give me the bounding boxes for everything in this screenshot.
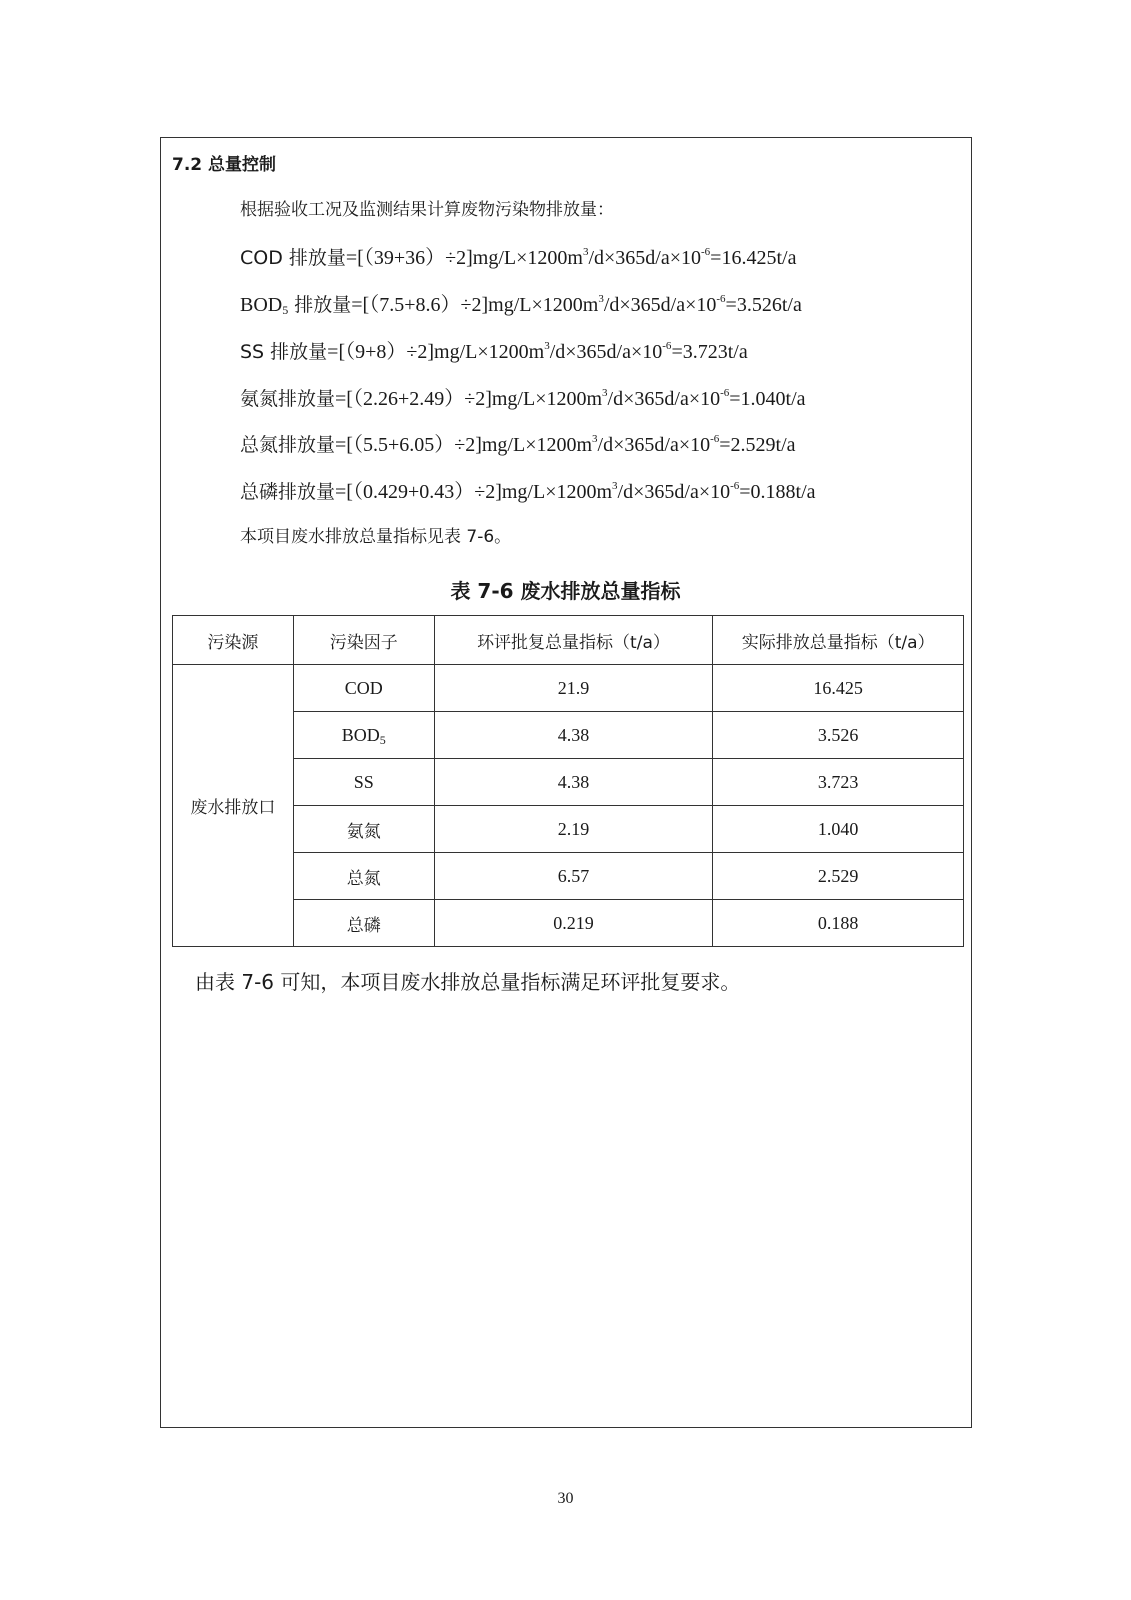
factor-cell: 总磷: [293, 900, 434, 947]
actual-cell: 1.040: [713, 806, 964, 853]
formula-bod5: $BOD_5$ 排放量$=[(7.5+8.6)\div 2]mg/L\times 1200m^3/d\times 365d/a\times 10^{-6}=3.526t/a$: [240, 293, 802, 317]
emission-totals-table: [172, 615, 964, 947]
factor-cell: 氨氮: [293, 806, 434, 853]
header-source: 污染源: [173, 616, 294, 665]
formula-ammonia-nitrogen: 氨氮排放量$=[(2.26+2.49)\div 2]mg/L\times 1200m^3/d\times 365d/a\times 10^{-6}=1.040t/a$: [240, 387, 806, 410]
approved-cell: 6.57: [434, 853, 713, 900]
actual-cell: 16.425: [713, 665, 964, 712]
approved-cell: 2.19: [434, 806, 713, 853]
conclusion-paragraph: 由表 7-6 可知，本项目废水排放总量指标满足环评批复要求。: [195, 970, 741, 994]
actual-cell: 2.529: [713, 853, 964, 900]
factor-cell: 总氮: [293, 853, 434, 900]
formula-total-phosphorus: 总磷排放量$=[(0.429+0.43)\div 2]mg/L\times 1200m^3/d\times 365d/a\times 10^{-6}=0.188t/a$: [240, 480, 816, 503]
intro-paragraph: 根据验收工况及监测结果计算废物污染物排放量：: [240, 200, 614, 220]
header-factor: 污染因子: [293, 616, 434, 665]
actual-cell: 3.723: [713, 759, 964, 806]
approved-cell: 4.38: [434, 712, 713, 759]
header-approved: 环评批复总量指标（t/a）: [434, 616, 713, 665]
factor-cell: $BOD_5$: [293, 712, 434, 759]
factor-cell: COD: [293, 665, 434, 712]
source-cell: 废水排放口: [173, 665, 294, 947]
page-number: 30: [557, 1490, 574, 1507]
actual-cell: 0.188: [713, 900, 964, 947]
header-actual: 实际排放总量指标（t/a）: [713, 616, 964, 665]
table-header-row: [173, 616, 964, 665]
table-row: [173, 665, 964, 712]
table-caption: 表 7-6 废水排放总量指标: [450, 579, 681, 603]
formula-total-nitrogen: 总氮排放量$=[(5.5+6.05)\div 2]mg/L\times 1200m^3/d\times 365d/a\times 10^{-6}=2.529t/a$: [240, 433, 796, 456]
section-title: 7.2 总量控制: [172, 155, 277, 175]
approved-cell: 21.9: [434, 665, 713, 712]
actual-cell: 3.526: [713, 712, 964, 759]
table-reference: 本项目废水排放总量指标见表 7-6。: [240, 527, 512, 547]
formula-cod: COD 排放量$=[(39+36)\div 2]mg/L\times 1200m^3/d\times 365d/a\times 10^{-6}=16.425t/a$: [240, 246, 797, 269]
approved-cell: 4.38: [434, 759, 713, 806]
formula-ss: SS 排放量$=[(9+8)\div 2]mg/L\times 1200m^3/d\times 365d/a\times 10^{-6}=3.723t/a$: [240, 340, 748, 363]
factor-cell: SS: [293, 759, 434, 806]
approved-cell: 0.219: [434, 900, 713, 947]
